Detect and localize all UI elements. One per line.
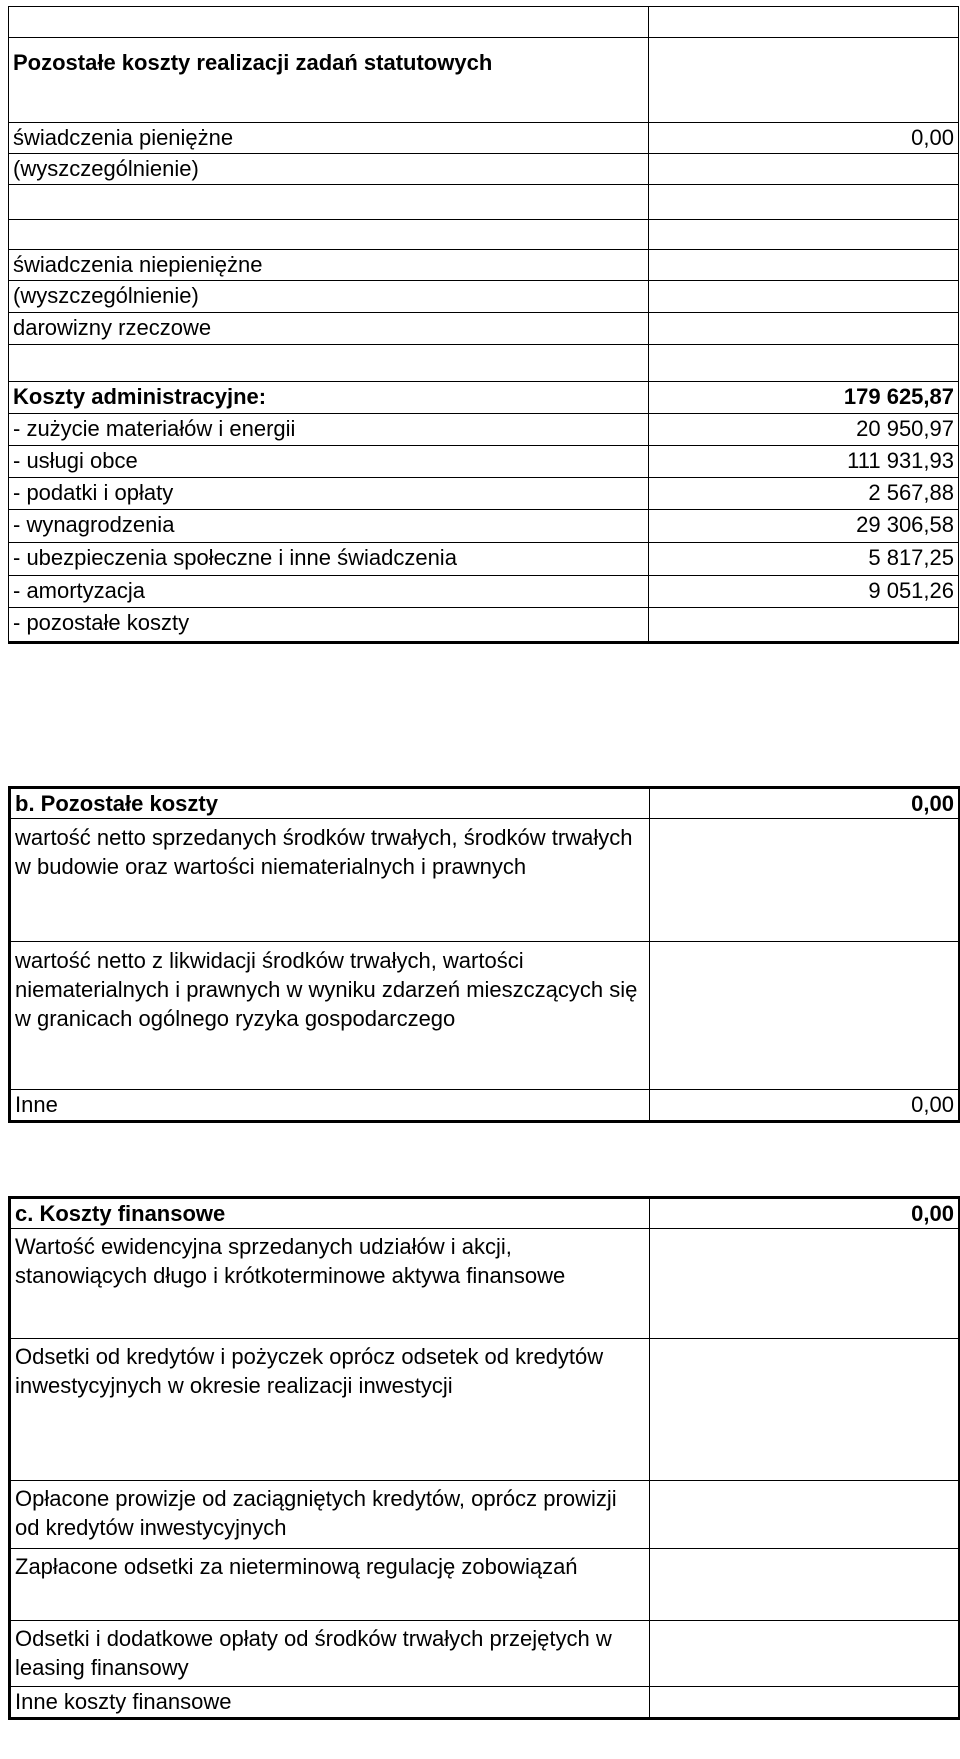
section-total: 0,00: [650, 788, 960, 819]
table-cell: świadczenia niepieniężne: [9, 250, 649, 281]
table-cell: wartość netto z likwidacji środków trwałych, wartości niematerialnych i prawnych w wyniku zdarzeń mieszczących się w granicach ogólnego ryzyka gospodarczego: [10, 942, 650, 1090]
other-costs-table: [8, 786, 960, 1123]
table-cell: Opłacone prowizje od zaciągniętych kredytów, oprócz prowizji od kredytów inwestycyjnych: [10, 1481, 650, 1549]
table-cell: - pozostałe koszty: [9, 608, 649, 643]
table-cell: darowizny rzeczowe: [9, 313, 649, 345]
table-cell: 0,00: [650, 1090, 960, 1122]
table-cell: 2 567,88: [649, 478, 959, 510]
table-cell: [650, 1229, 960, 1339]
table-cell: [650, 1621, 960, 1687]
table-cell: 29 306,58: [649, 510, 959, 543]
table-cell: Wartość ewidencyjna sprzedanych udziałów i akcji, stanowiących długo i krótkoterminowe aktywa finansowe: [10, 1229, 650, 1339]
section-title: b. Pozostałe koszty: [10, 788, 650, 819]
table-cell: Odsetki od kredytów i pożyczek oprócz odsetek od kredytów inwestycyjnych w okresie realizacji inwestycji: [10, 1339, 650, 1481]
table-cell: Pozostałe koszty realizacji zadań statutowych: [9, 38, 649, 123]
table-cell: - wynagrodzenia: [9, 510, 649, 543]
table-cell: 0,00: [649, 123, 959, 154]
table-cell: [9, 7, 649, 38]
table-cell: wartość netto sprzedanych środków trwałych, środków trwałych w budowie oraz wartości niematerialnych i prawnych: [10, 819, 650, 942]
table-cell: [649, 38, 959, 123]
table-cell: - amortyzacja: [9, 576, 649, 608]
table-cell: [650, 1481, 960, 1549]
table-cell: (wyszczególnienie): [9, 281, 649, 313]
table-cell: (wyszczególnienie): [9, 154, 649, 185]
table-cell: świadczenia pieniężne: [9, 123, 649, 154]
table-cell: 20 950,97: [649, 414, 959, 446]
table-cell: 9 051,26: [649, 576, 959, 608]
table-cell: [9, 345, 649, 382]
table-cell: 5 817,25: [649, 543, 959, 576]
table-cell: 179 625,87: [649, 382, 959, 414]
table-cell: [649, 608, 959, 643]
section-total: 0,00: [650, 1198, 960, 1229]
table-cell: Zapłacone odsetki za nieterminową regulację zobowiązań: [10, 1549, 650, 1621]
table-cell: Inne koszty finansowe: [10, 1687, 650, 1719]
administrative-costs-table: [8, 6, 959, 644]
table-cell: - usługi obce: [9, 446, 649, 478]
table-cell: [649, 281, 959, 313]
table-cell: [650, 1339, 960, 1481]
table-cell: [650, 942, 960, 1090]
table-cell: Inne: [10, 1090, 650, 1122]
table-cell: [650, 1687, 960, 1719]
table-cell: - zużycie materiałów i energii: [9, 414, 649, 446]
table-cell: [650, 819, 960, 942]
table-cell: [649, 220, 959, 250]
table-cell: [9, 220, 649, 250]
table-cell: [649, 7, 959, 38]
table-cell: [649, 154, 959, 185]
table-cell: [649, 185, 959, 220]
table-cell: Odsetki i dodatkowe opłaty od środków trwałych przejętych w leasing finansowy: [10, 1621, 650, 1687]
table-cell: - ubezpieczenia społeczne i inne świadczenia: [9, 543, 649, 576]
table-cell: [9, 185, 649, 220]
table-cell: - podatki i opłaty: [9, 478, 649, 510]
table-cell: [650, 1549, 960, 1621]
table-cell: [649, 345, 959, 382]
section-title: c. Koszty finansowe: [10, 1198, 650, 1229]
table-cell: [649, 250, 959, 281]
table-cell: 111 931,93: [649, 446, 959, 478]
table-cell: [649, 313, 959, 345]
table-cell: Koszty administracyjne:: [9, 382, 649, 414]
financial-costs-table: [8, 1196, 960, 1720]
